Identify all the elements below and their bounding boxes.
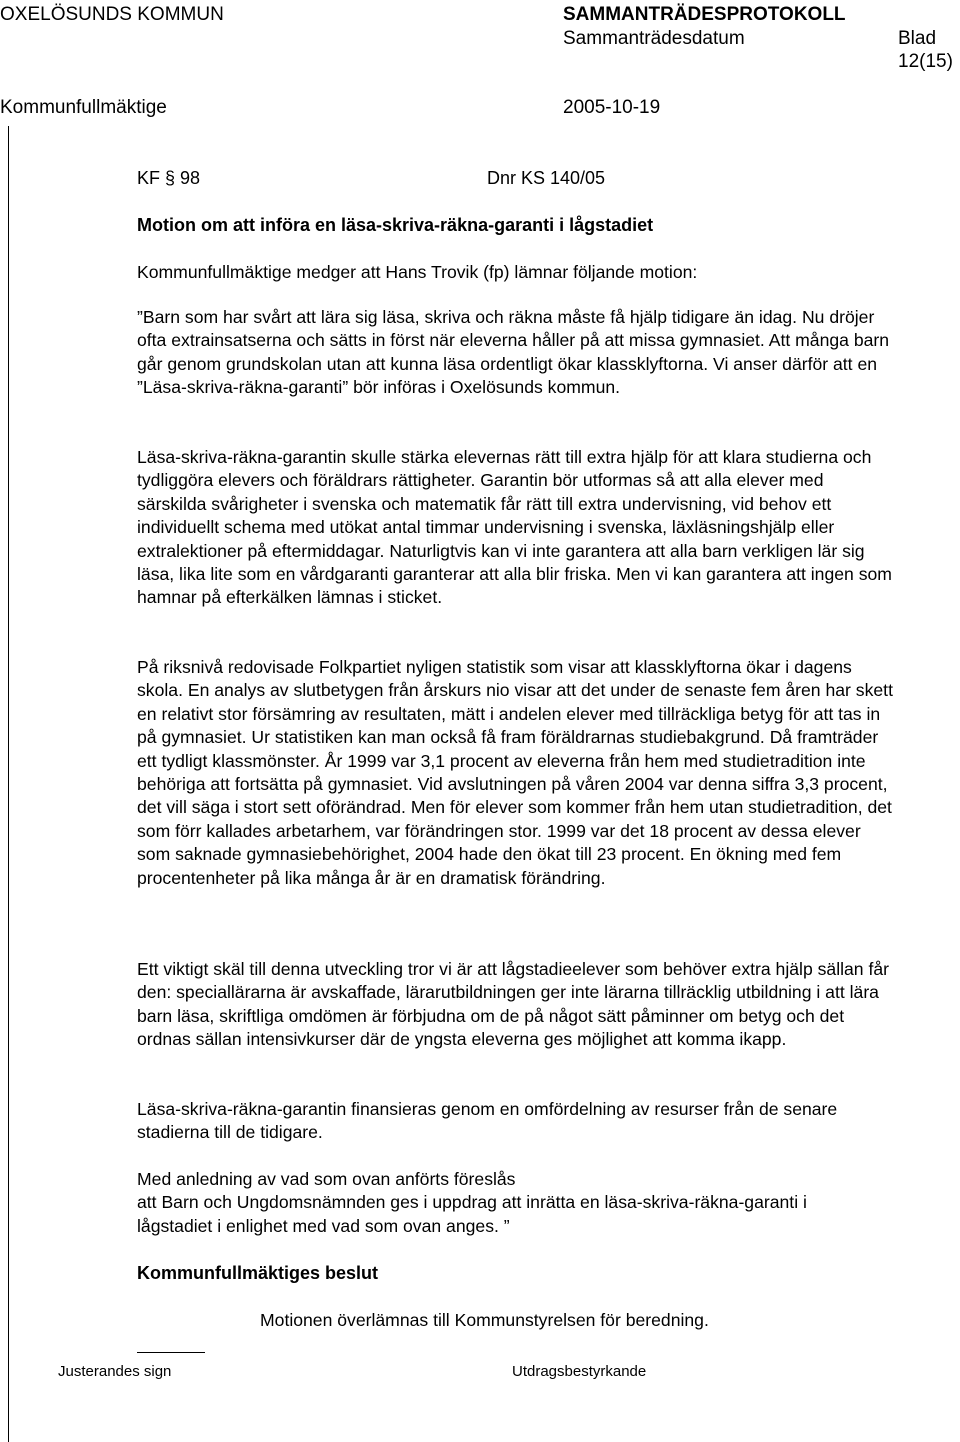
document-type: SAMMANTRÄDESPROTOKOLL: [563, 4, 846, 25]
excerpt-label: Utdragsbestyrkande: [512, 1363, 647, 1380]
sign-label: Justerandes sign: [58, 1363, 172, 1380]
margin-line: [8, 126, 9, 1442]
motion-paragraph-5: [137, 1098, 897, 1145]
section-number: KF § 98: [137, 168, 201, 188]
paragraph-text: Läsa-skriva-räkna-garantin skulle stärka elevernas rätt till extra hjälp för att klara studierna och tydliggöra elevers och föräldrars rättigheter. Garantin bör utformas så att alla elever med särskilda svårigheter i svenska och matematik får rätt till extra undervisning, vid behov ett individuellt schema med utökat antal timmar undervisning i svenska, läxläsningshjälp eller extralektioner på eftermiddagar. Naturligtvis kan vi inte garantera att alla barn verkligen lär sig läsa, lika lite som en vårdgaranti garanterar att alla blir friska. Men vi kan garantera att ingen som hamnar på efterkälken lämnas i sticket.: [137, 447, 892, 608]
page-number: 12(15): [898, 51, 953, 72]
motion-paragraph-1: [137, 306, 897, 400]
motion-paragraph-3: [137, 656, 897, 890]
paragraph-text: Läsa-skriva-räkna-garantin finansieras genom en omfördelning av resurser från de senare stadierna till de tidigare.: [137, 1099, 838, 1143]
paragraph-text: På riksnivå redovisade Folkpartiet nyligen statistik som visar att klassklyftorna ökar i dagens skola. En analys av slutbetygen från årskurs nio visar att det under de senaste fem åren har skett en relativt stor försämring av resultaten, mätt i andelen elever med tillräckliga betyg för att tas in på gymnasiet. Ur statistiken kan man också få fram föräldrarnas studiebakgrund. Då framträder ett tydligt klassmönster. År 1999 var 3,1 procent av eleverna från hem med studietradition inte behöriga att fortsätta på gymnasiet. Vid avslutningen på våren 2004 var denna siffra 3,3 procent, det vill säga i stort sett oförändrad. Men för elever som kommer från hem utan studietradition, det som förr kallades arbetarhem, var förändringen stor. 1999 var det 18 procent av dessa elever som saknade gymnasiebehörighet, 2004 hade den ökat till 23 procent. En ökning med fem procentenheter på lika många år är en dramatisk förändring.: [137, 657, 893, 888]
motion-intro: Kommunfullmäktige medger att Hans Trovik (fp) lämnar följande motion:: [137, 262, 698, 282]
motion-paragraph-2: [137, 446, 897, 610]
decision-text: Motionen överlämnas till Kommunstyrelsen för beredning.: [260, 1310, 709, 1330]
registration-number: Dnr KS 140/05: [487, 168, 606, 188]
proposal-text: att Barn och Ungdomsnämnden ges i uppdrag att inrätta en läsa-skriva-räkna-garanti i lågstadiet i enlighet med vad som ovan anges. ”: [137, 1192, 807, 1236]
motion-title: Motion om att införa en läsa-skriva-räkna-garanti i lågstadiet: [137, 215, 654, 235]
page-label: Blad: [898, 28, 937, 49]
municipality-name: OXELÖSUNDS KOMMUN: [0, 4, 224, 25]
paragraph-text: ”Barn som har svårt att lära sig läsa, skriva och räkna måste få hjälp tidigare än idag. Nu dröjer ofta extrainsatserna och sätts in först när eleverna håller på att missa gymnasiet. Att många barn går genom grundskolan utan att kunna läsa ordentligt ökar klassklyftorna. Vi anser därför att en ”Läsa-skriva-räkna-garanti” bör införas i Oxelösunds kommun.: [137, 307, 890, 398]
proposal: [137, 1168, 877, 1238]
assembly-name: Kommunfullmäktige: [0, 97, 167, 118]
decision-heading: Kommunfullmäktiges beslut: [137, 1263, 379, 1283]
motion-paragraph-4: [137, 958, 897, 1052]
proposal-intro: Med anledning av vad som ovan anförts föreslås: [137, 1169, 516, 1189]
meeting-date: 2005-10-19: [563, 97, 661, 118]
signature-line: [137, 1352, 205, 1353]
meeting-date-label: Sammanträdesdatum: [563, 28, 745, 49]
paragraph-text: Ett viktigt skäl till denna utveckling tror vi är att lågstadieelever som behöver extra hjälp sällan får den: speciallärarna är avskaffade, lärarutbildningen ger inte lärarna tillräcklig utbildning i att lära barn läsa, skriftliga omdömen är förbjudna om de på något sätt påminner om betyg och det ordnas sällan intensivkurser där de yngsta eleverna ges möjlighet att komma ikapp.: [137, 959, 890, 1050]
